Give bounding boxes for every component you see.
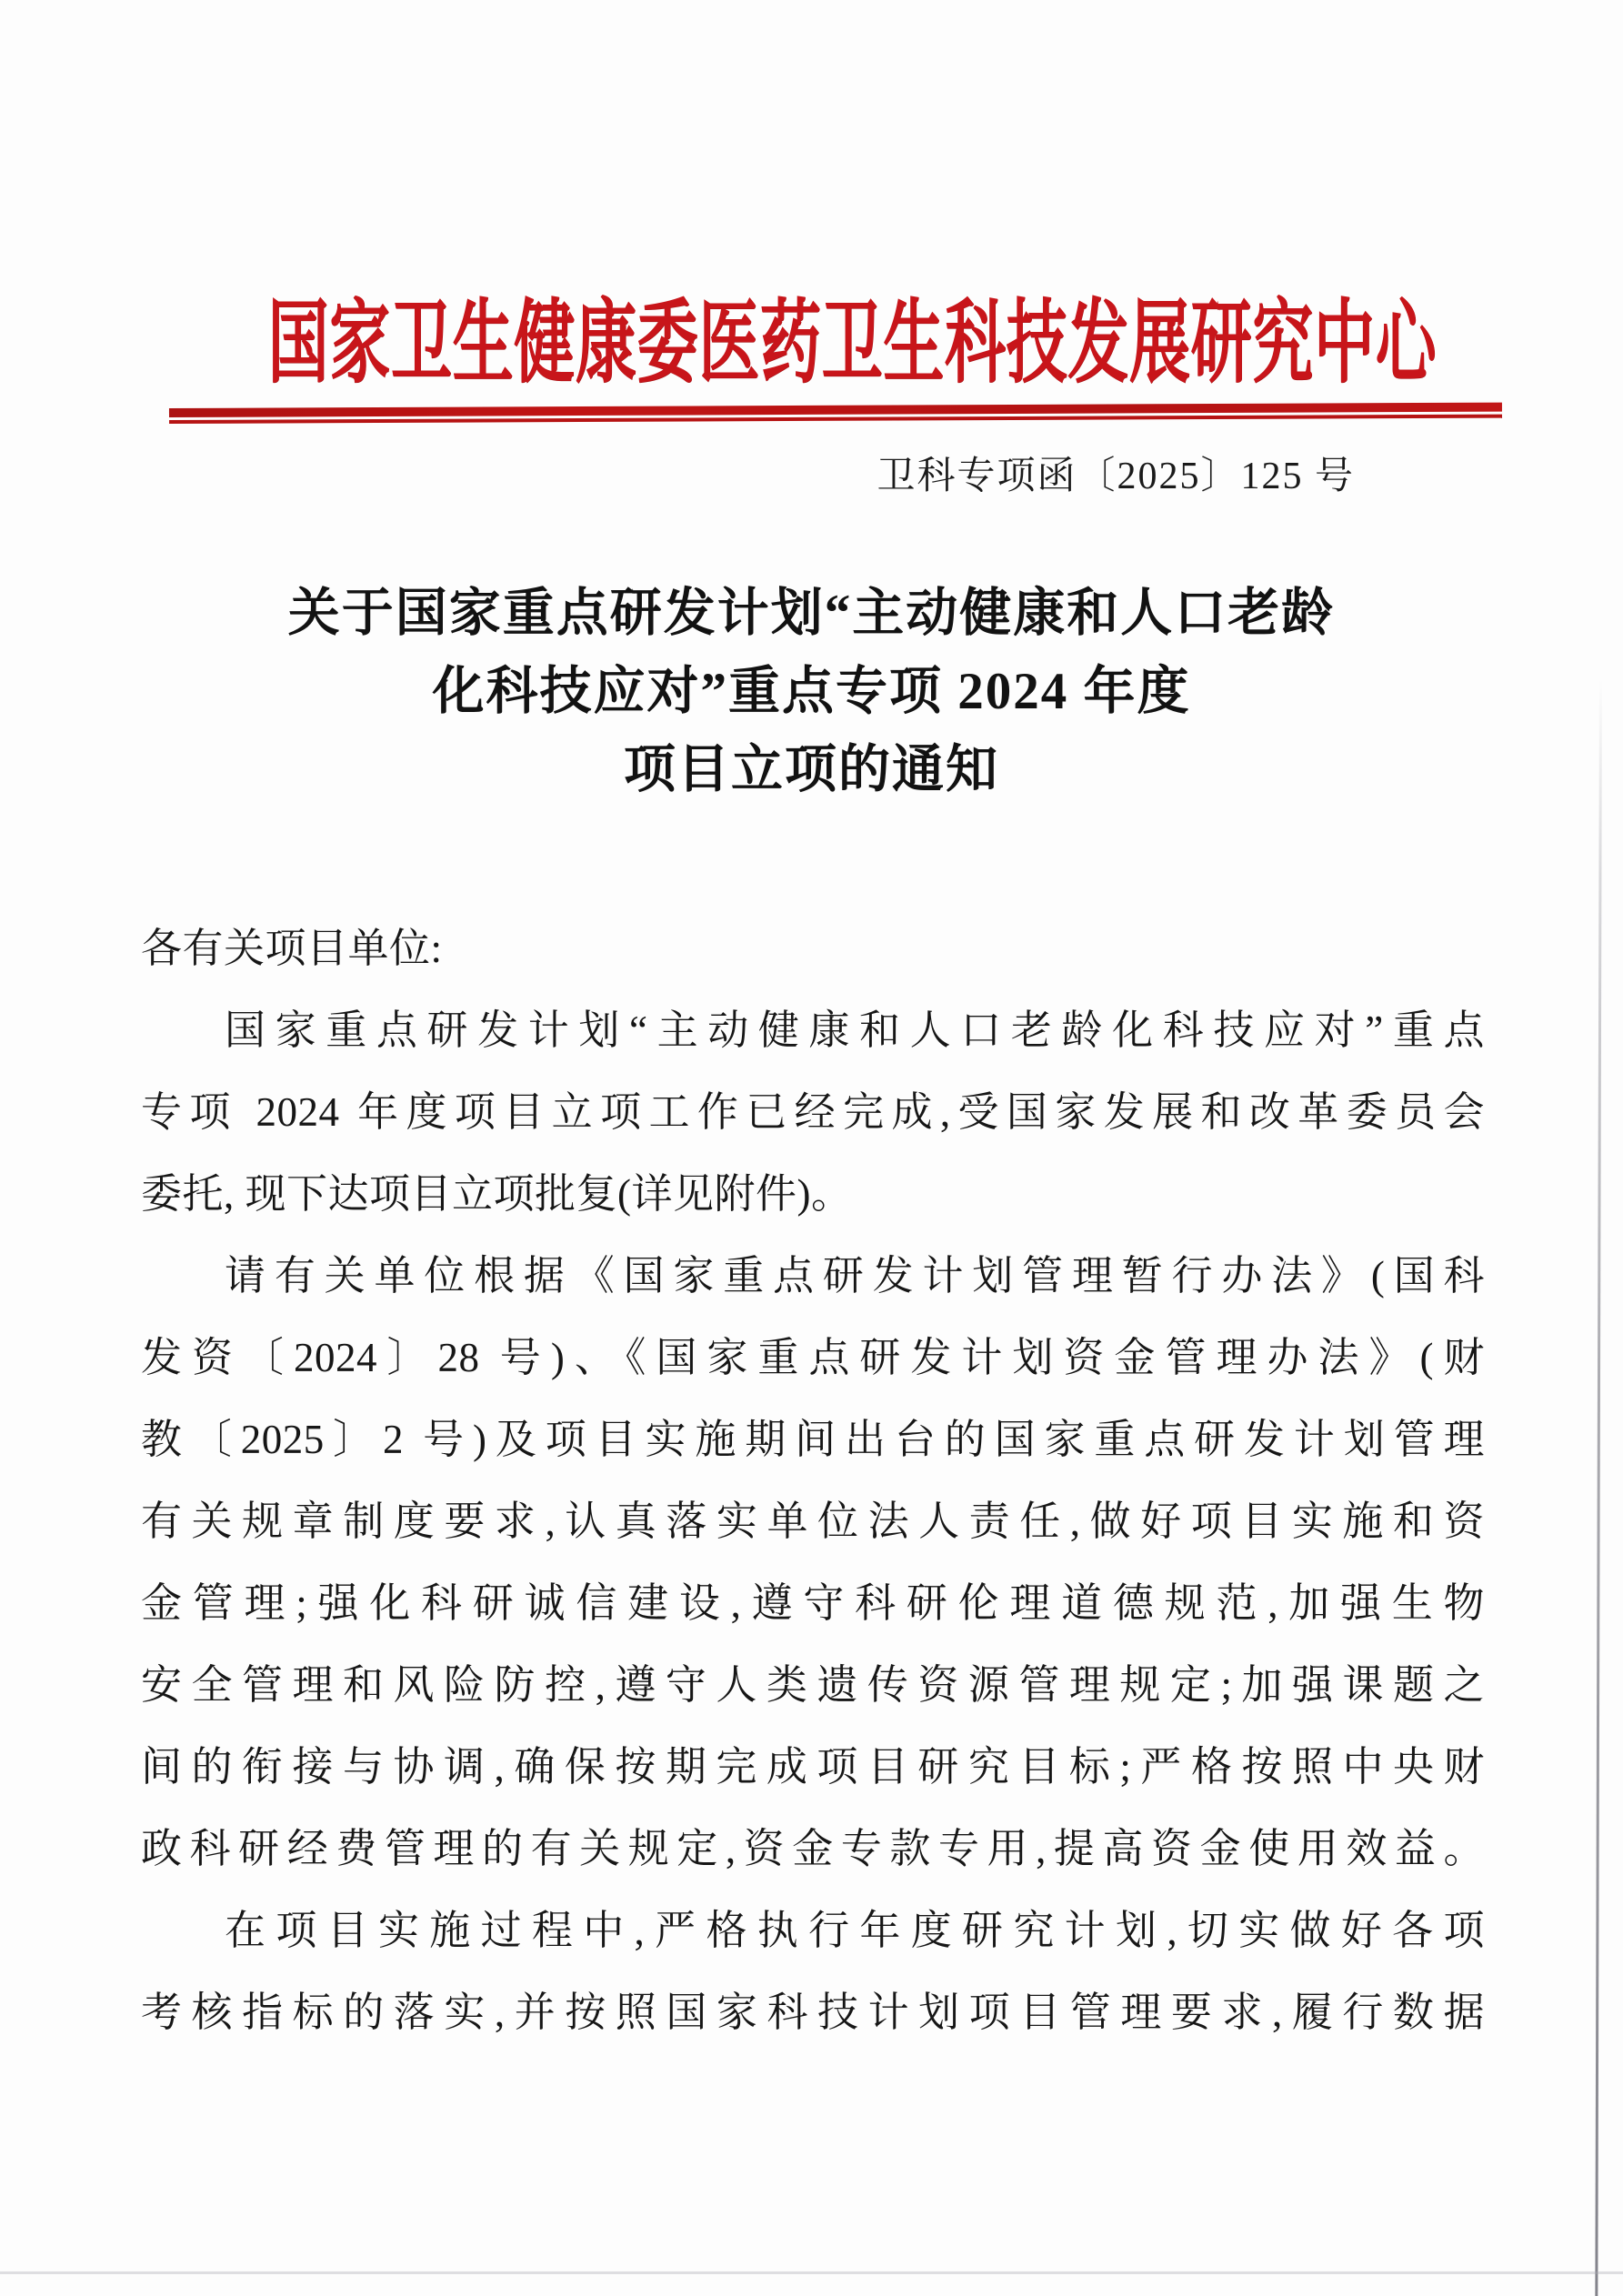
letterhead-divider xyxy=(169,403,1502,424)
body-text-line: 教〔2025〕2 号)及项目实施期间出台的国家重点研发计划管理 xyxy=(141,1417,1485,1462)
body-text-line: 安全管理和风险防控,遵守人类遗传资源管理规定;加强课题之 xyxy=(141,1662,1485,1708)
body-text-line: 委托, 现下达项目立项批复(详见附件)。 xyxy=(141,1171,853,1217)
scan-artifact-vertical-line xyxy=(1595,680,1602,2296)
body-text-line: 在项目实施过程中,严格执行年度研究计划,切实做好各项 xyxy=(225,1908,1485,1953)
body-text-line: 政科研经费管理的有关规定,资金专款专用,提高资金使用效益。 xyxy=(141,1826,1485,1871)
title-line-2: 化科技应对”重点专项 2024 年度 xyxy=(432,663,1191,720)
body-text-line: 请有关单位根据《国家重点研发计划管理暂行办法》(国科 xyxy=(225,1253,1485,1298)
body-text-line: 发资〔2024〕28 号)、《国家重点研发计划资金管理办法》(财 xyxy=(141,1335,1485,1380)
title-line-3: 项目立项的通知 xyxy=(624,741,999,798)
body-text-line: 考核指标的落实,并按照国家科技计划项目管理要求,履行数据 xyxy=(141,1990,1485,2035)
body-text-line: 专项 2024 年度项目立项工作已经完成,受国家发展和改革委员会 xyxy=(141,1089,1485,1135)
body-text-line: 金管理;强化科研诚信建设,遵守科研伦理道德规范,加强生物 xyxy=(141,1580,1485,1626)
document-number: 卫科专项函〔2025〕125 号 xyxy=(877,456,1355,497)
body-text-line: 间的衔接与协调,确保按期完成项目研究目标;严格按照中央财 xyxy=(141,1744,1485,1790)
body-text-line: 国家重点研发计划“主动健康和人口老龄化科技应对”重点 xyxy=(225,1008,1485,1053)
document-body xyxy=(141,907,1485,2053)
letterhead-org-name: 国家卫生健康委医药卫生科技发展研究中心 xyxy=(267,293,1438,394)
body-text-line: 有关规章制度要求,认真落实单位法人责任,做好项目实施和资 xyxy=(141,1499,1485,1544)
scan-artifact-bottom-line xyxy=(0,2271,1623,2274)
title-line-1: 关于国家重点研发计划“主动健康和人口老龄 xyxy=(287,585,1336,642)
body-text-line: 各有关项目单位: xyxy=(141,926,443,971)
document-title xyxy=(0,575,1623,809)
